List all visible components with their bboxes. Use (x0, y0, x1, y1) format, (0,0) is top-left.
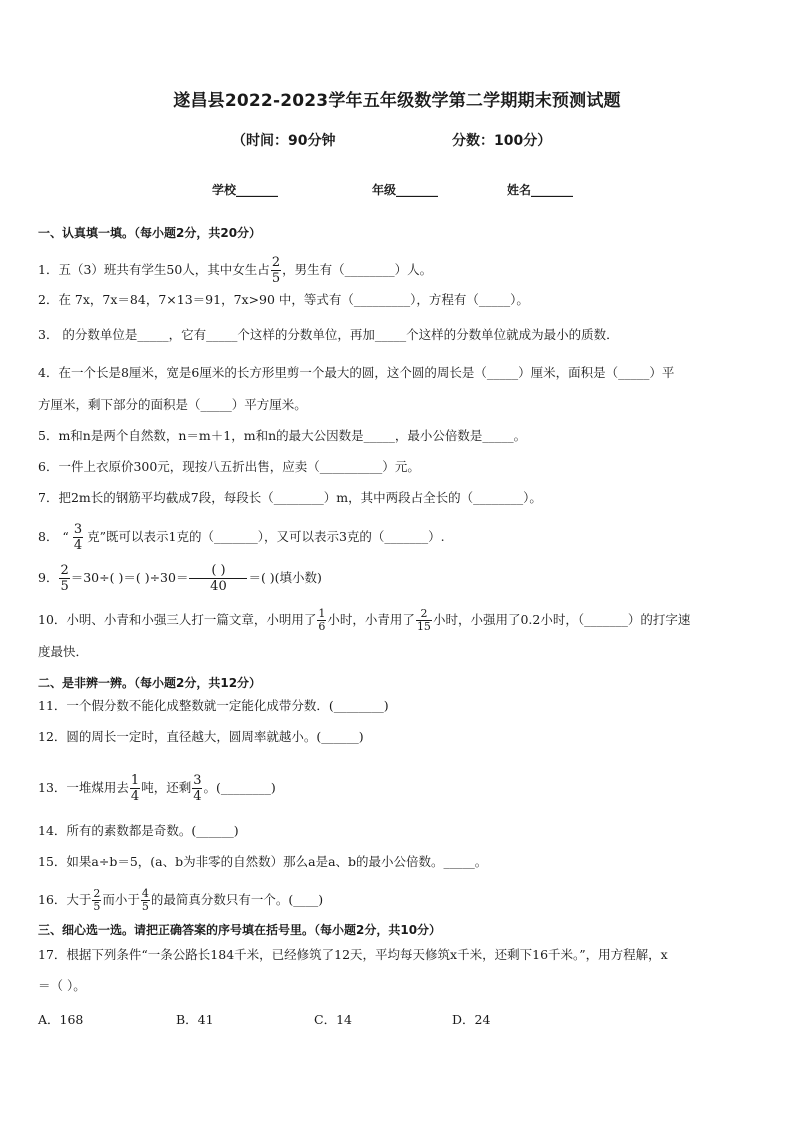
fraction: $\frac{( )}{40}$ (189, 563, 247, 594)
question-12: 12．圆的周长一定时，直径越大，圆周率就越小。(______) (38, 729, 364, 744)
time-label: （时间：90分钟 (232, 133, 336, 149)
fraction: $\frac{1}{4}$ (130, 773, 140, 804)
question-9: 9． $\frac{2}{5}$ ＝30÷( )＝( )÷30＝ $\frac{( )}{40}$ ＝( )(填小数) (38, 563, 322, 594)
fraction: $\frac{2}{5}$ (271, 255, 281, 286)
fraction: $\frac{4}{5}$ (141, 887, 149, 913)
page-title: 遂昌县2022-2023学年五年级数学第二学期期末预测试题 (173, 91, 621, 111)
section-3-heading: 三、细心选一选。请把正确答案的序号填在括号里。（每小题2分，共10分） (38, 923, 442, 937)
fraction: $\frac{2}{5}$ (93, 887, 101, 913)
question-10-line-1: 10．小明、小青和小强三人打一篇文章，小明用了 $\frac{1}{6}$ 小时，小青用了 $\frac{2}{15}$ 小时，小强用了0.2小时，（_______）的打字速 (38, 607, 691, 633)
question-16: 16．大于 $\frac{2}{5}$ 而小于 $\frac{4}{5}$ 的最简真分数只有一个。(____) (38, 887, 324, 913)
question-2: 2．在 7x，7x＝84，7×13＝91，7x>90 中，等式有（_________），方程有（_____）。 (38, 292, 529, 307)
fraction: $\frac{3}{4}$ (193, 773, 202, 804)
score-label: 分数：100分） (452, 133, 552, 149)
question-15: 15．如果a÷b＝5，(a、b为非零的自然数）那么a是a、b的最小公倍数。_____。 (38, 854, 488, 869)
question-4-line-2: 方厘米，剩下部分的面积是（_____）平方厘米。 (38, 397, 307, 412)
name-field: 姓名_______ (507, 183, 574, 197)
question-8: 8． “ $\frac{3}{4}$ 克”既可以表示1克的（_______），又可以表示3克的（_______）. (38, 522, 445, 553)
fraction: $\frac{1}{6}$ (318, 607, 326, 633)
option-a: A．168 (38, 1012, 84, 1027)
question-11: 11．一个假分数不能化成整数就一定能化成带分数．(________) (38, 698, 389, 713)
option-b: B．41 (176, 1012, 214, 1027)
school-field: 学校_______ (212, 183, 279, 197)
section-2-heading: 二、是非辨一辨。（每小题2分，共12分） (38, 676, 262, 690)
option-d: D．24 (452, 1012, 491, 1027)
question-4-line-1: 4．在一个长是8厘米，宽是6厘米的长方形里剪一个最大的圆，这个圆的周长是（_____）厘米，面积是（_____）平 (38, 365, 675, 380)
question-17-line-1: 17．根据下列条件“一条公路长184千米，已经修筑了12天，平均每天修筑x千米，还剩下16千米。”，用方程解，x (38, 947, 668, 962)
question-17-line-2: ＝（ ）。 (38, 978, 86, 993)
question-14: 14．所有的素数都是奇数。(______) (38, 823, 239, 838)
question-10-line-2: 度最快． (38, 644, 89, 659)
fraction: $\frac{2}{5}$ (60, 563, 69, 594)
question-6: 6．一件上衣原价300元，现按八五折出售，应卖（__________）元。 (38, 459, 420, 474)
question-13: 13．一堆煤用去 $\frac{1}{4}$ 吨，还剩 $\frac{3}{4}$ 。(________) (38, 773, 276, 804)
grade-field: 年级_______ (372, 183, 439, 197)
question-1: 1．五（3）班共有学生50人，其中女生占 $\frac{2}{5}$ ，男生有（________）人。 (38, 255, 433, 286)
question-3: 3． 的分数单位是_____，它有_____个这样的分数单位，再加_____个这样的分数单位就成为最小的质数． (38, 327, 619, 342)
section-1-heading: 一、认真填一填。（每小题2分，共20分） (38, 226, 262, 240)
fraction: $\frac{3}{4}$ (73, 522, 83, 553)
question-7: 7．把2m长的钢筋平均截成7段，每段长（________）m，其中两段占全长的（________）。 (38, 490, 542, 505)
fraction: $\frac{2}{15}$ (416, 607, 431, 633)
question-5: 5．m和n是两个自然数，n＝m＋1，m和n的最大公因数是_____，最小公倍数是_____。 (38, 428, 527, 443)
option-c: C．14 (314, 1012, 352, 1027)
